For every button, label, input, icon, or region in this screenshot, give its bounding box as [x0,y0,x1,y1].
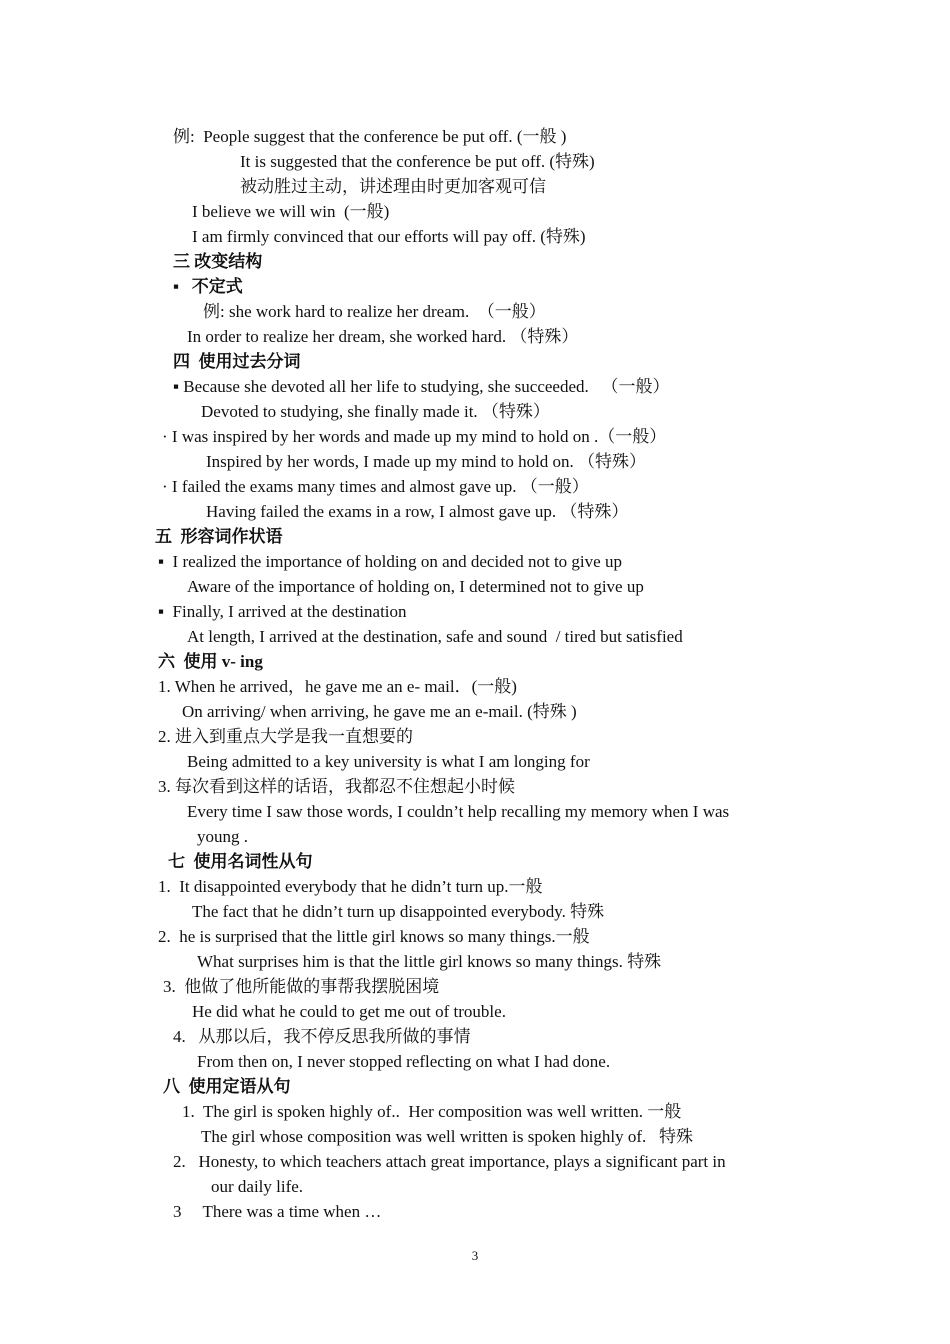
text-line: The fact that he didn’t turn up disappointed everybody. 特殊 [192,902,605,921]
text-line: What surprises him is that the little girl knows so many things. 特殊 [197,952,662,971]
text-line: Inspired by her words, I made up my mind to hold on. （特殊） [206,452,647,471]
text-line: 2. Honesty, to which teachers attach great importance, plays a significant part in [173,1152,726,1171]
section-heading: 八 使用定语从句 [163,1077,291,1096]
sub-heading: ▪ 不定式 [173,277,243,296]
text-line: On arriving/ when arriving, he gave me an e-mail. (特殊 ) [182,702,577,721]
text-line: Being admitted to a key university is what I am longing for [187,752,590,771]
text-line: 3 There was a time when … [173,1202,382,1221]
text-line: ▪ Finally, I arrived at the destination [158,602,407,621]
section-heading: 五 形容词作状语 [155,527,283,546]
text-line: 1. It disappointed everybody that he didn’t turn up.一般 [158,877,543,896]
text-line: It is suggested that the conference be put off. (特殊) [240,152,595,171]
text-line: 3. 他做了他所能做的事帮我摆脱困境 [163,977,440,996]
text-line: Every time I saw those words, I couldn’t help recalling my memory when I was [187,802,730,821]
text-line: ▪ I realized the importance of holding on and decided not to give up [158,552,622,571]
text-line: 例: People suggest that the conference be put off. (一般 ) [173,127,567,146]
section-heading: 七 使用名词性从句 [168,852,313,871]
text-line: 3. 每次看到这样的话语，我都忍不住想起小时候 [158,777,515,796]
text-line: · I failed the exams many times and almost gave up. （一般） [162,477,589,496]
text-line: I am firmly convinced that our efforts will pay off. (特殊) [192,227,586,246]
text-line: 1. When he arrived，he gave me an e- mail．(一般) [158,677,517,696]
section-heading: 四 使用过去分词 [173,352,301,371]
text-line: Devoted to studying, she finally made it. （特殊） [201,402,550,421]
text-line: ▪ Because she devoted all her life to studying, she succeeded. （一般） [173,377,670,396]
text-line: In order to realize her dream, she worked hard. （特殊） [187,327,579,346]
text-line: 1. The girl is spoken highly of.. Her composition was well written. 一般 [182,1102,682,1121]
text-line: 4. 从那以后，我不停反思我所做的事情 [173,1027,471,1046]
text-line: The girl whose composition was well written is spoken highly of. 特殊 [201,1127,693,1146]
text-line: Aware of the importance of holding on, I determined not to give up [187,577,644,596]
text-line: Having failed the exams in a row, I almost gave up. （特殊） [206,502,629,521]
text-line: At length, I arrived at the destination, safe and sound / tired but satisfied [187,627,683,646]
text-line: 被动胜过主动，讲述理由时更加客观可信 [240,177,546,196]
page-number: 3 [471,1248,479,1263]
text-line: our daily life. [211,1177,304,1196]
text-line: 2. 进入到重点大学是我一直想要的 [158,727,413,746]
text-line: · I was inspired by her words and made up my mind to hold on .（一般） [162,427,667,446]
text-line: young . [197,827,248,846]
section-heading: 三 改变结构 [173,252,263,271]
section-heading: 六 使用 v- ing [158,652,263,671]
text-line: 例: she work hard to realize her dream. （一般） [203,302,546,321]
text-line: He did what he could to get me out of trouble. [192,1002,506,1021]
text-line: I believe we will win (一般) [192,202,390,221]
text-line: From then on, I never stopped reflecting on what I had done. [197,1052,611,1071]
text-line: 2. he is surprised that the little girl knows so many things.一般 [158,927,590,946]
